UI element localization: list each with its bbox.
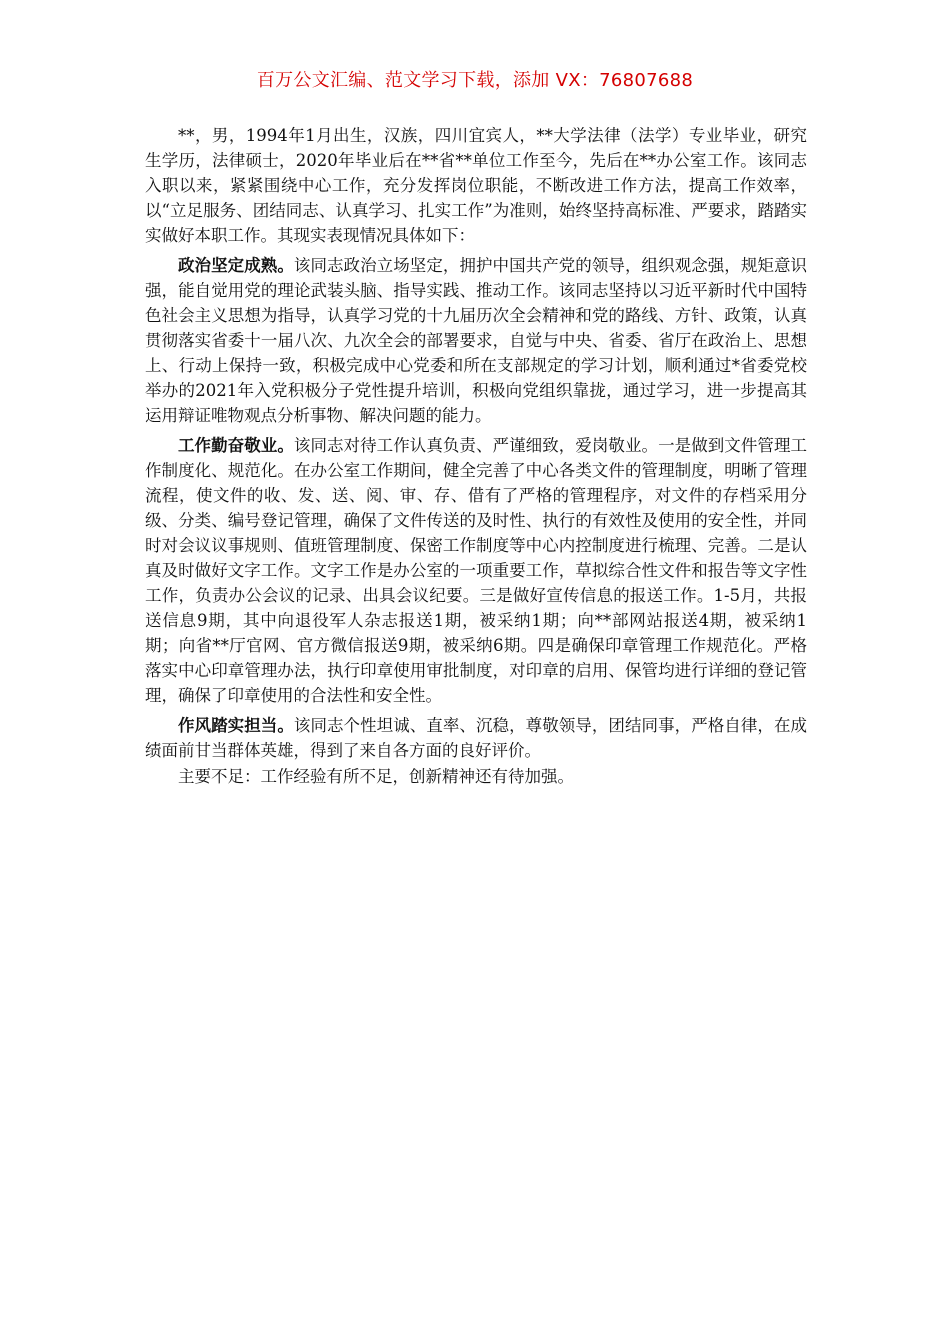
header-banner: 百万公文汇编、范文学习下载，添加 VX：76807688 — [256, 70, 694, 91]
style-text: 该同志个性坦诚、直率、沉稳，尊敬领导，团结同事，严格自律，在成绩面前甘当群体英雄，得到了来自各方面的良好评价。 — [145, 716, 808, 760]
political-paragraph — [145, 253, 807, 428]
style-heading: 作风踏实担当。 — [178, 716, 294, 735]
work-text: 该同志对待工作认真负责、严谨细致，爱岗敬业。一是做到文件管理工作制度化、规范化。在办公室工作期间，健全完善了中心各类文件的管理制度，明晰了管理流程，使文件的收、发、送、阅、审、存、借有了严格的管理程序，对文件的存档采用分级、分类、编号登记管理，确保了文件传送的及时性、执行的有效性及使用的安全性，并同时对会议议事规则、值班管理制度、保密工作制度等中心内控制度进行梳理、完善。二是认真及时做好文字工作。文字工作是办公室的一项重要工作，草拟综合性文件和报告等文字性工作，负责办公会议的记录、出具会议纪要。三是做好宣传信息的报送工作。1-5月，共报送信息9期，其中向退役军人杂志报送1期，被采纳1期；向**部网站报送4期，被采纳1期；向省**厅官网、官方微信报送9期，被采纳6期。四是确保印章管理工作规范化。严格落实中心印章管理办法，执行印章使用审批制度，对印章的启用、保管均进行详细的登记管理，确保了印章使用的合法性和安全性。 — [145, 436, 808, 705]
work-paragraph — [145, 433, 807, 708]
document-body — [145, 123, 807, 790]
political-heading: 政治坚定成熟。 — [178, 256, 294, 275]
shortcoming-paragraph: 主要不足：工作经验有所不足，创新精神还有待加强。 — [178, 767, 574, 786]
intro-paragraph: **，男，1994年1月出生，汉族，四川宜宾人，**大学法律（法学）专业毕业，研究生学历，法律硕士，2020年毕业后在**省**单位工作至今，先后在**办公室工作。该同志入职以来，紧紧围绕中心工作，充分发挥岗位职能，不断改进工作方法，提高工作效率，以“立足服务、团结同志、认真学习、扎实工作”为准则，始终坚持高标准、严要求，踏踏实实做好本职工作。其现实表现情况具体如下： — [145, 126, 807, 245]
political-text: 该同志政治立场坚定，拥护中国共产党的领导，组织观念强，规矩意识强，能自觉用党的理论武装头脑、指导实践、推动工作。该同志坚持以习近平新时代中国特色社会主义思想为指导，认真学习党的十九届历次全会精神和党的路线、方针、政策，认真贯彻落实省委十一届八次、九次全会的部署要求，自觉与中央、省委、省厅在政治上、思想上、行动上保持一致，积极完成中心党委和所在支部规定的学习计划，顺利通过*省委党校举办的2021年入党积极分子党性提升培训，积极向党组织靠拢，通过学习，进一步提高其运用辩证唯物观点分析事物、解决问题的能力。 — [145, 256, 808, 425]
style-paragraph — [145, 713, 807, 763]
work-heading: 工作勤奋敬业。 — [178, 436, 294, 455]
